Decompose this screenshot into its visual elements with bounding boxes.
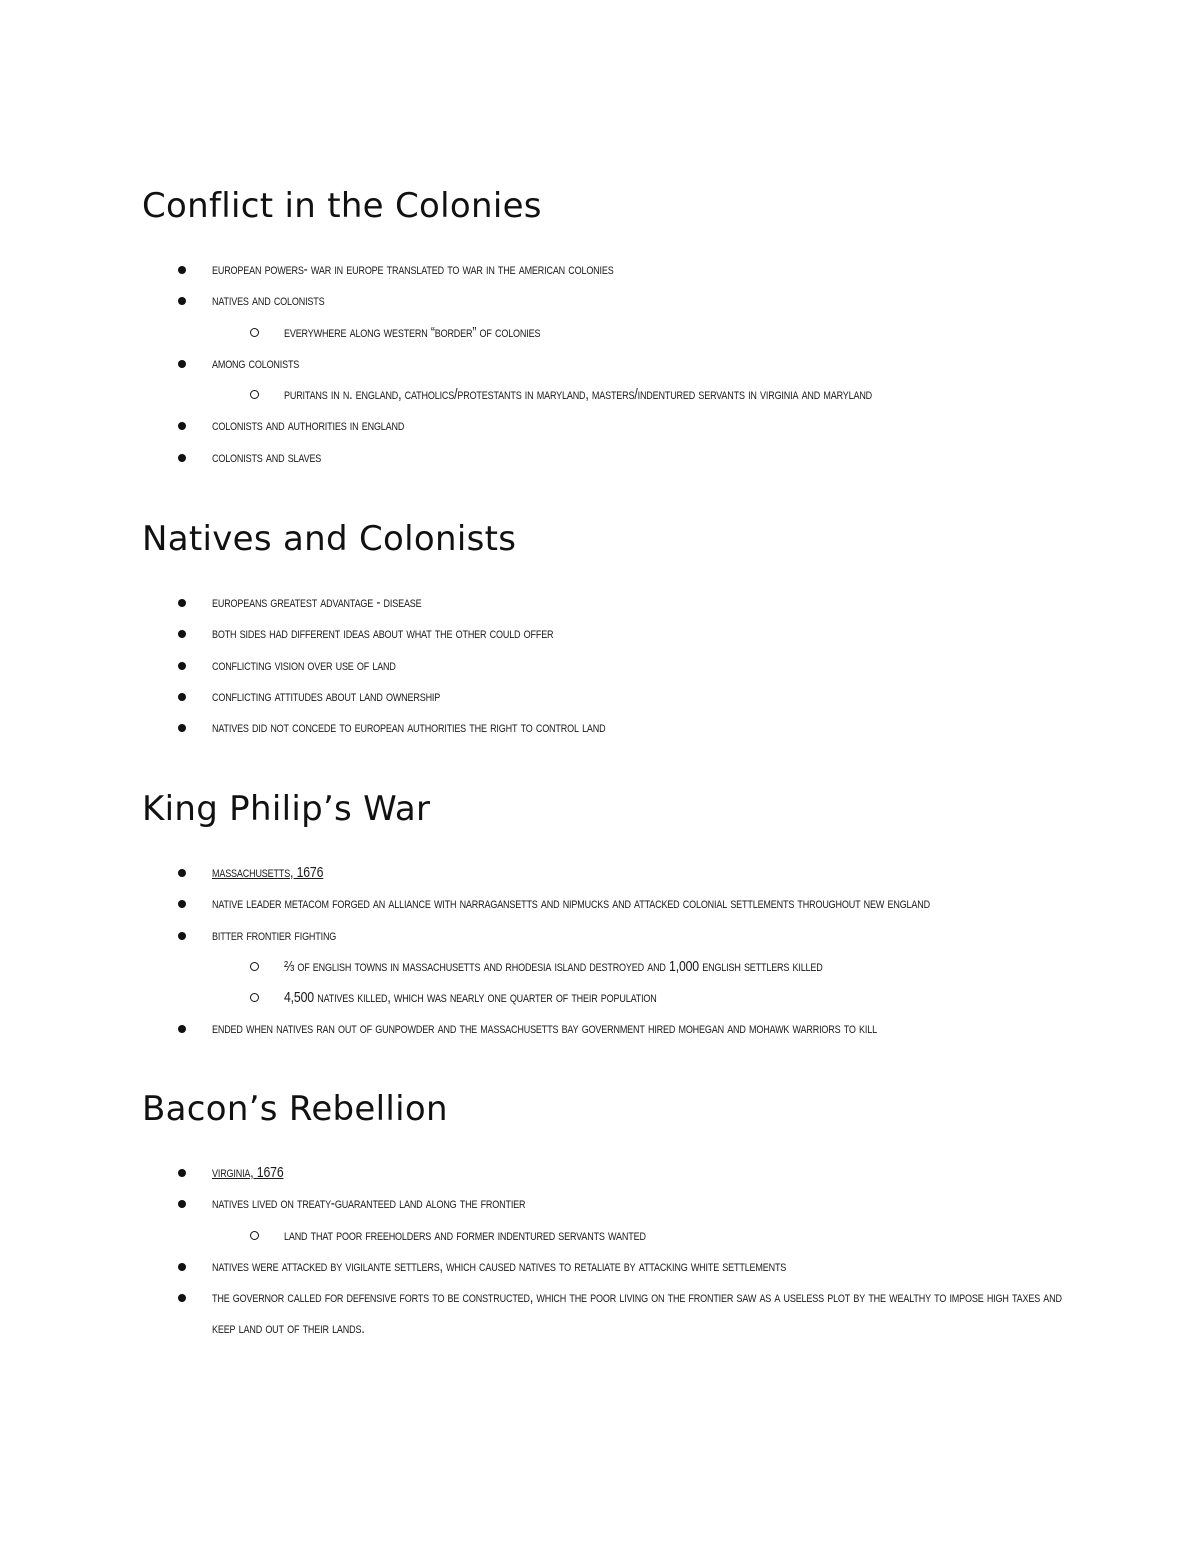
section-natives-and-colonists <box>142 519 1142 743</box>
section-heading: Natives and Colonists <box>142 519 517 559</box>
hollow-bullet-icon <box>250 993 259 1002</box>
bullet-icon <box>178 1200 186 1208</box>
sub-list-item: puritans in n. england, catholics/protestants in maryland, masters/indentured servants in virginia and maryland <box>142 379 1142 410</box>
list-item: native leader metacom forged an alliance with narragansetts and nipmucks and attacked colonial settlements throughout new england <box>142 888 1142 919</box>
sub-list-item: everywhere along western “border” of colonies <box>142 317 1142 348</box>
bullet-icon <box>178 900 186 908</box>
list-item: among colonists <box>142 348 1142 379</box>
bullet-icon <box>178 297 186 305</box>
section-heading: Bacon’s Rebellion <box>142 1089 448 1129</box>
list-item: natives were attacked by vigilante settlers, which caused natives to retaliate by attacking white settlements <box>142 1251 1142 1282</box>
bullet-icon <box>178 1294 186 1302</box>
bullet-icon <box>178 360 186 368</box>
hollow-bullet-icon <box>250 390 259 399</box>
list-item: virginia, 1676 <box>142 1157 1142 1188</box>
list-item: natives and colonists <box>142 285 1142 316</box>
bullet-icon <box>178 1025 186 1033</box>
list-item: massachusetts, 1676 <box>142 857 1142 888</box>
bullet-icon <box>178 869 186 877</box>
sub-list-item: land that poor freeholders and former indentured servants wanted <box>142 1220 1142 1251</box>
list-item: colonists and authorities in england <box>142 410 1142 441</box>
list-item: european powers- war in europe translated to war in the american colonies <box>142 254 1142 285</box>
bullet-icon <box>178 422 186 430</box>
bullet-icon <box>178 454 186 462</box>
list-item: europeans greatest advantage - disease <box>142 587 1142 618</box>
hollow-bullet-icon <box>250 962 259 971</box>
hollow-bullet-icon <box>250 328 259 337</box>
sub-list-item: 4,500 natives killed, which was nearly one quarter of their population <box>142 982 1142 1013</box>
list-item: both sides had different ideas about what the other could offer <box>142 618 1142 649</box>
section-bacons-rebellion <box>142 1089 1142 1345</box>
list-item: conflicting vision over use of land <box>142 650 1142 681</box>
bullet-list <box>142 587 1142 743</box>
bullet-icon <box>178 599 186 607</box>
list-item: colonists and slaves <box>142 442 1142 473</box>
section-heading: Conflict in the Colonies <box>142 186 542 226</box>
bullet-icon <box>178 662 186 670</box>
list-item: ended when natives ran out of gunpowder and the massachusetts bay government hired mohegan and mohawk warriors to kill <box>142 1013 1142 1044</box>
list-item: natives did not concede to european authorities the right to control land <box>142 712 1142 743</box>
bullet-icon <box>178 932 186 940</box>
hollow-bullet-icon <box>250 1231 259 1240</box>
section-heading: King Philip’s War <box>142 789 431 829</box>
bullet-icon <box>178 266 186 274</box>
bullet-icon <box>178 630 186 638</box>
bullet-icon <box>178 693 186 701</box>
sub-list-item: ⅔ of english towns in massachusetts and rhodesia island destroyed and 1,000 english settlers killed <box>142 951 1142 982</box>
list-item: natives lived on treaty-guaranteed land along the frontier <box>142 1188 1142 1219</box>
bullet-icon <box>178 724 186 732</box>
bullet-icon <box>178 1169 186 1177</box>
section-conflict-in-the-colonies <box>142 186 1142 473</box>
bullet-icon <box>178 1263 186 1271</box>
list-item: the governor called for defensive forts to be constructed, which the poor living on the frontier saw as a useless plot by the wealthy to impose high taxes and keep land out of their lands. <box>142 1282 1002 1345</box>
list-item: bitter frontier fighting <box>142 920 1142 951</box>
bullet-list <box>142 857 1142 1045</box>
list-item: conflicting attitudes about land ownership <box>142 681 1142 712</box>
bullet-list <box>142 254 1142 473</box>
bullet-list <box>142 1157 1142 1345</box>
section-king-philips-war <box>142 789 1142 1045</box>
